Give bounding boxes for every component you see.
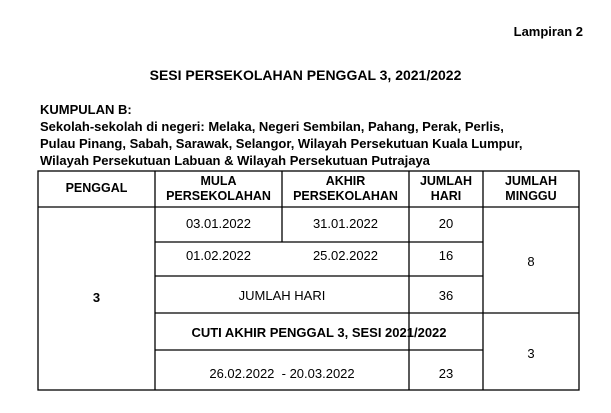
description-line-1: Sekolah-sekolah di negeri: Melaka, Negeri Sembilan, Pahang, Perak, Perlis, [40, 119, 504, 134]
cuti-label: CUTI AKHIR PENGGAL 3, SESI 2021/2022 [191, 325, 447, 340]
jumlah-hari-value: 36 [438, 288, 454, 303]
row1-mula: 03.01.2022 [185, 216, 252, 231]
group-label: KUMPULAN B: [40, 102, 132, 117]
row1-akhir: 31.01.2022 [312, 216, 379, 231]
appendix-label: Lampiran 2 [513, 24, 583, 39]
header-akhir-line1: AKHIR [325, 174, 366, 188]
header-jumlah-minggu-line2: MINGGU [505, 189, 557, 203]
header-jumlah-minggu [483, 174, 579, 204]
header-mula-line2: PERSEKOLAHAN [166, 189, 271, 203]
cuti-hari: 23 [438, 366, 454, 381]
header-mula-line1: MULA [200, 174, 237, 188]
header-akhir [282, 174, 409, 204]
header-penggal: PENGGAL [65, 181, 128, 195]
header-jumlah-minggu-line1: JUMLAH [504, 174, 558, 188]
header-jumlah-hari [409, 174, 483, 204]
penggal-value: 3 [92, 290, 101, 305]
cuti-range: 26.02.2022 - 20.03.2022 [209, 366, 355, 381]
description-line-2: Pulau Pinang, Sabah, Sarawak, Selangor, Wilayah Persekutuan Kuala Lumpur, [40, 136, 523, 151]
header-jumlah-hari-line2: HARI [430, 189, 462, 203]
header-akhir-line2: PERSEKOLAHAN [293, 189, 398, 203]
row2-hari: 16 [438, 248, 454, 263]
row2-akhir: 25.02.2022 [312, 248, 379, 263]
header-jumlah-hari-line1: JUMLAH [419, 174, 473, 188]
minggu-cuti-value: 3 [527, 346, 535, 361]
row1-hari: 20 [438, 216, 454, 231]
header-mula [155, 174, 282, 204]
document-title: SESI PERSEKOLAHAN PENGGAL 3, 2021/2022 [149, 67, 462, 83]
description-line-3: Wilayah Persekutuan Labuan & Wilayah Persekutuan Putrajaya [40, 153, 430, 168]
minggu-school-value: 8 [527, 254, 535, 269]
row2-mula: 01.02.2022 [185, 248, 252, 263]
jumlah-hari-label: JUMLAH HARI [238, 288, 326, 303]
